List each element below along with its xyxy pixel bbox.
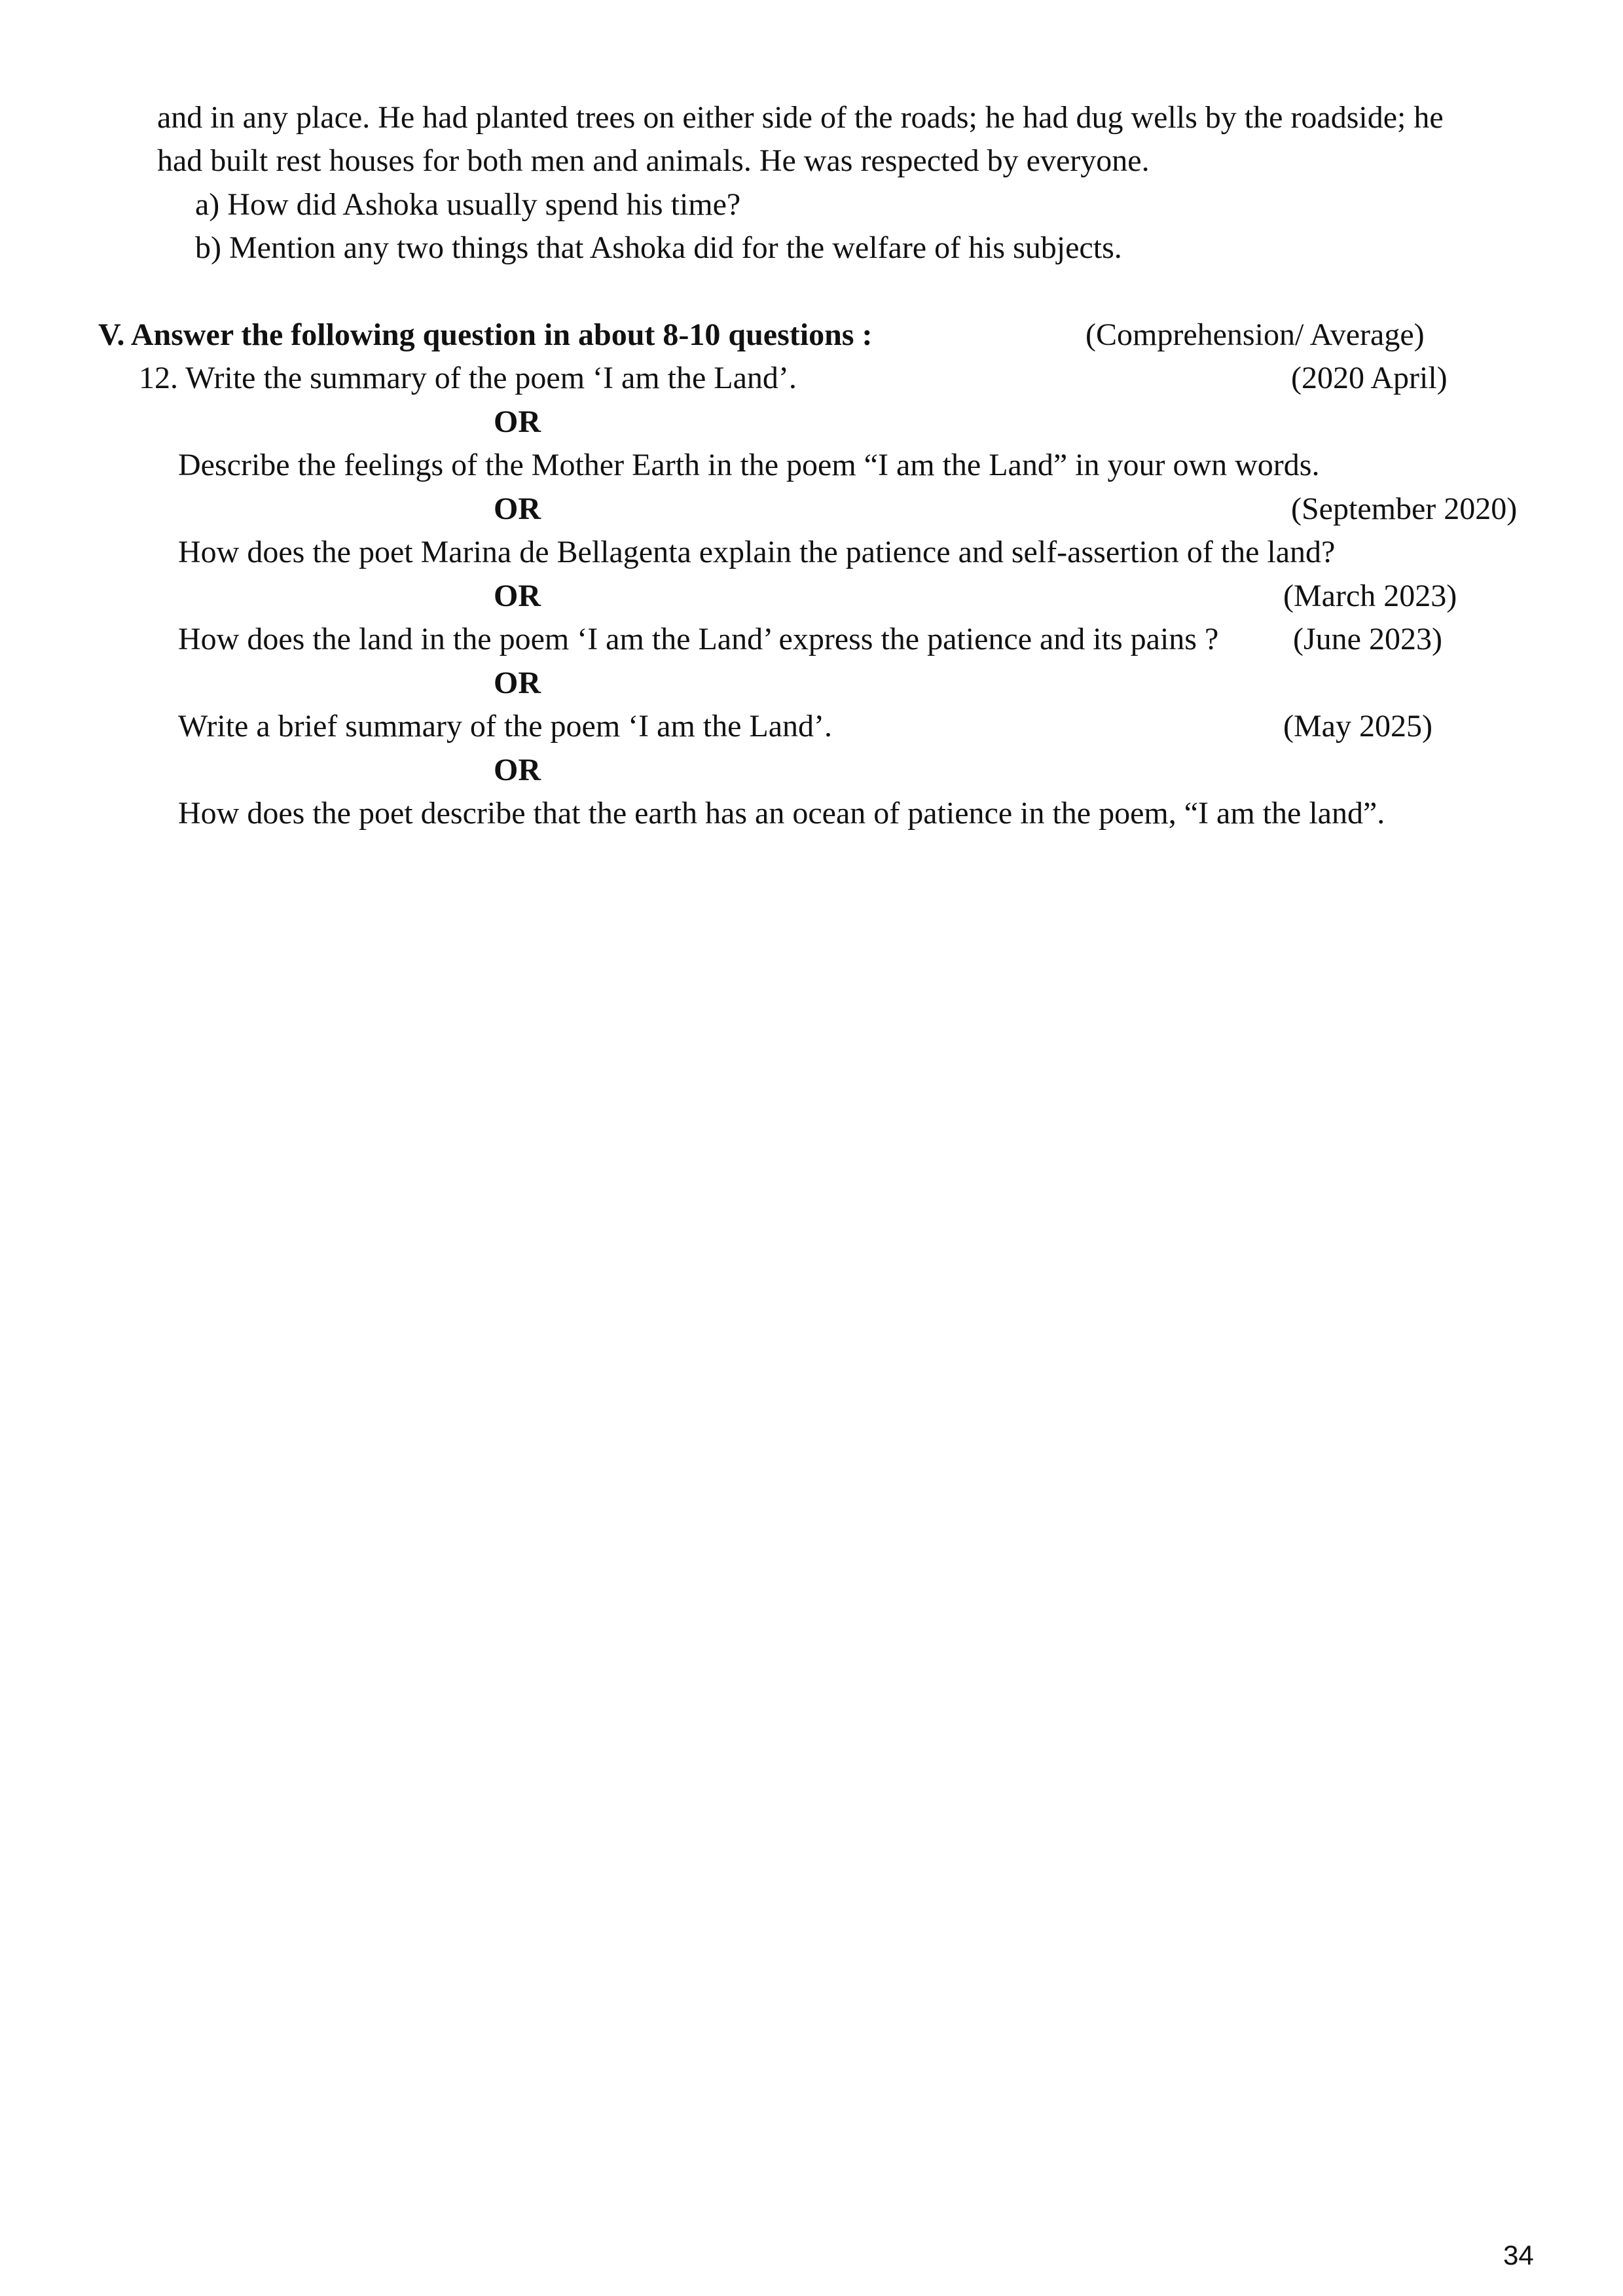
exam-tag: (September 2020) [1291, 492, 1518, 526]
alternative-question-3: How does the land in the poem ‘I am the Land’ express the patience and its pains ? [178, 622, 1219, 656]
question-12: 12. Write the summary of the poem ‘I am the Land’. [139, 361, 797, 395]
section-category: (Comprehension/ Average) [1085, 317, 1425, 352]
alternative-question-1: Describe the feelings of the Mother Earth in the poem “I am the Land” in your own words. [178, 448, 1320, 482]
passage-line-1: and in any place. He had planted trees on either side of the roads; he had dug wells by the roadside; he [157, 100, 1444, 135]
alternative-question-4: Write a brief summary of the poem ‘I am the Land’. [178, 709, 833, 744]
question-12-tag: (2020 April) [1291, 361, 1448, 395]
or-separator: OR [494, 753, 541, 787]
or-separator: OR [494, 579, 541, 613]
page-number: 34 [1503, 2240, 1534, 2270]
or-separator: OR [494, 404, 541, 439]
exam-tag: (May 2025) [1283, 709, 1432, 744]
exam-tag: (June 2023) [1293, 622, 1442, 656]
passage-question-b: b) Mention any two things that Ashoka did for the welfare of his subjects. [195, 230, 1122, 265]
passage-line-2: had built rest houses for both men and animals. He was respected by everyone. [157, 143, 1150, 178]
alternative-question-2: How does the poet Marina de Bellagenta explain the patience and self-assertion of the land? [178, 535, 1336, 569]
section-heading: V. Answer the following question in about 8-10 questions : [98, 317, 873, 352]
or-separator: OR [494, 666, 541, 700]
alternative-question-5: How does the poet describe that the earth has an ocean of patience in the poem, “I am the land”. [178, 796, 1385, 831]
or-separator: OR [494, 492, 541, 526]
exam-tag: (March 2023) [1283, 579, 1457, 613]
passage-question-a: a) How did Ashoka usually spend his time? [195, 187, 741, 222]
